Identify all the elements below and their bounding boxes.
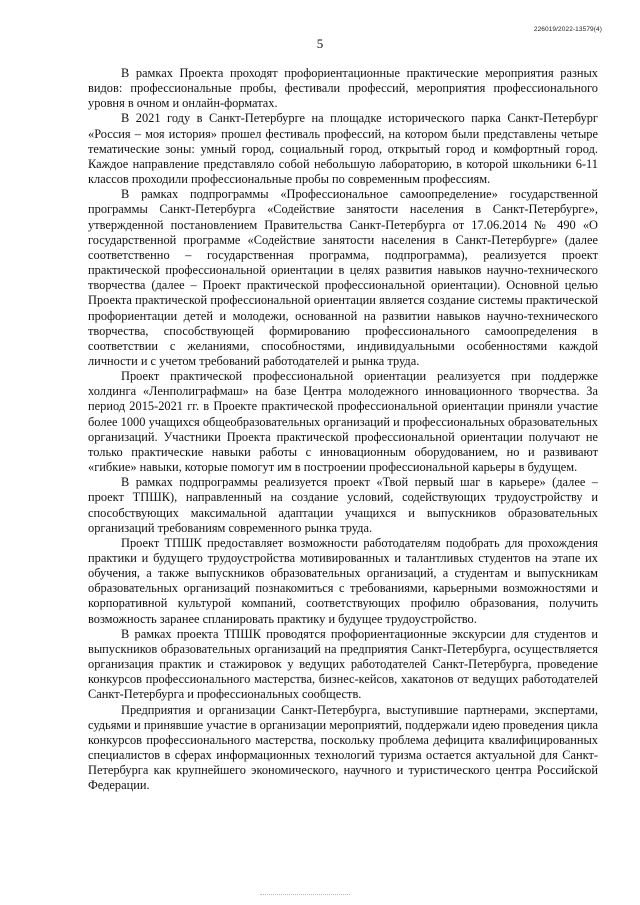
document-id: 226019/2022-13579(4)	[533, 26, 602, 33]
paragraph: В рамках Проекта проходят профориентационные практические мероприятия разных видов: профессиональные пробы, фестивали профессий, мероприятия профессионального уровня в очном и онлайн-форматах.	[88, 66, 598, 111]
page-number: 5	[316, 36, 324, 51]
footer-divider	[260, 894, 350, 899]
paragraph: В рамках подпрограммы «Профессиональное самоопределение» государственной программы Санкт-Петербурга «Содействие занятости населения в Санкт-Петербурге», утвержденной постановлением Правительства Санкт-Петербурга от 17.06.2014 № 490 «О государственной программе «Содействие занятости населения в Санкт-Петербурге» (далее соответственно – государственная программа, подпрограмма), реализуется проект практической профессиональной ориентации в целях развития навыков научно-технического творчества (далее – Проект практической профессиональной ориентации). Основной целью Проекта практической профессиональной ориентации является создание системы практической профориентации детей и молодежи, основанной на развитии навыков научно-технического творчества, способствующей формированию профессионального самоопределения в соответствии с желаниями, способностями, индивидуальными особенностями каждой личности и с учетом требований работодателей и рынка труда.	[88, 187, 598, 368]
document-body	[88, 66, 598, 794]
paragraph: Проект ТПШК предоставляет возможности работодателям подобрать для прохождения практики и будущего трудоустройства мотивированных и талантливых студентов на этапе их обучения, а также выпускников образовательных организаций, а студентам и выпускникам образовательных организаций познакомиться с требованиями, карьерными возможностями и корпоративной культурой компаний, соответствующих профилю образования, получить возможность заранее спланировать практику и будущее трудоустройство.	[88, 535, 598, 626]
paragraph: В 2021 году в Санкт-Петербурге на площадке исторического парка Санкт-Петербург «Россия – моя история» прошел фестиваль профессий, на котором были представлены четыре тематические зоны: умный город, социальный город, открытый город и комфортный город. Каждое направление представляло собой небольшую лабораторию, в которой школьники 6-11 классов проходили профессиональные пробы по современным профессиям.	[88, 111, 598, 187]
paragraph: В рамках проекта ТПШК проводятся профориентационные экскурсии для студентов и выпускников образовательных организаций на предприятия Санкт-Петербурга, осуществляется организация практик и стажировок у ведущих работодателей Санкт-Петербурга, проведение конкурсов профессионального мастерства, бизнес-кейсов, хакатонов от ведущих работодателей Санкт-Петербурга и профессиональных сообществ.	[88, 626, 598, 702]
paragraph: Проект практической профессиональной ориентации реализуется при поддержке холдинга «Ленполиграфмаш» на базе Центра молодежного инновационного творчества. За период 2015-2021 гг. в Проекте практической профессиональной ориентации приняли участие более 1000 учащихся общеобразовательных организаций и профессиональных образовательных организаций. Участники Проекта практической профессиональной ориентации получают не только практические навыки работы с инновационным оборудованием, но и развивают «гибкие» навыки, которые помогут им в построении профессиональной карьеры в будущем.	[88, 369, 598, 475]
paragraph: В рамках подпрограммы реализуется проект «Твой первый шаг в карьере» (далее – проект ТПШК), направленный на создание условий, содействующих трудоустройству и способствующих максимальной адаптации учащихся и выпускников образовательных организаций требованиям современного рынка труда.	[88, 475, 598, 535]
paragraph: Предприятия и организации Санкт-Петербурга, выступившие партнерами, экспертами, судьями и принявшие участие в организации мероприятий, поддержали идею проведения цикла конкурсов профессионального мастерства, поскольку проблема дефицита квалифицированных специалистов в сферах информационных технологий туризма остается актуальной для Санкт-Петербурга как крупнейшего экономического, научного и туристического центра Российской Федерации.	[88, 702, 598, 793]
